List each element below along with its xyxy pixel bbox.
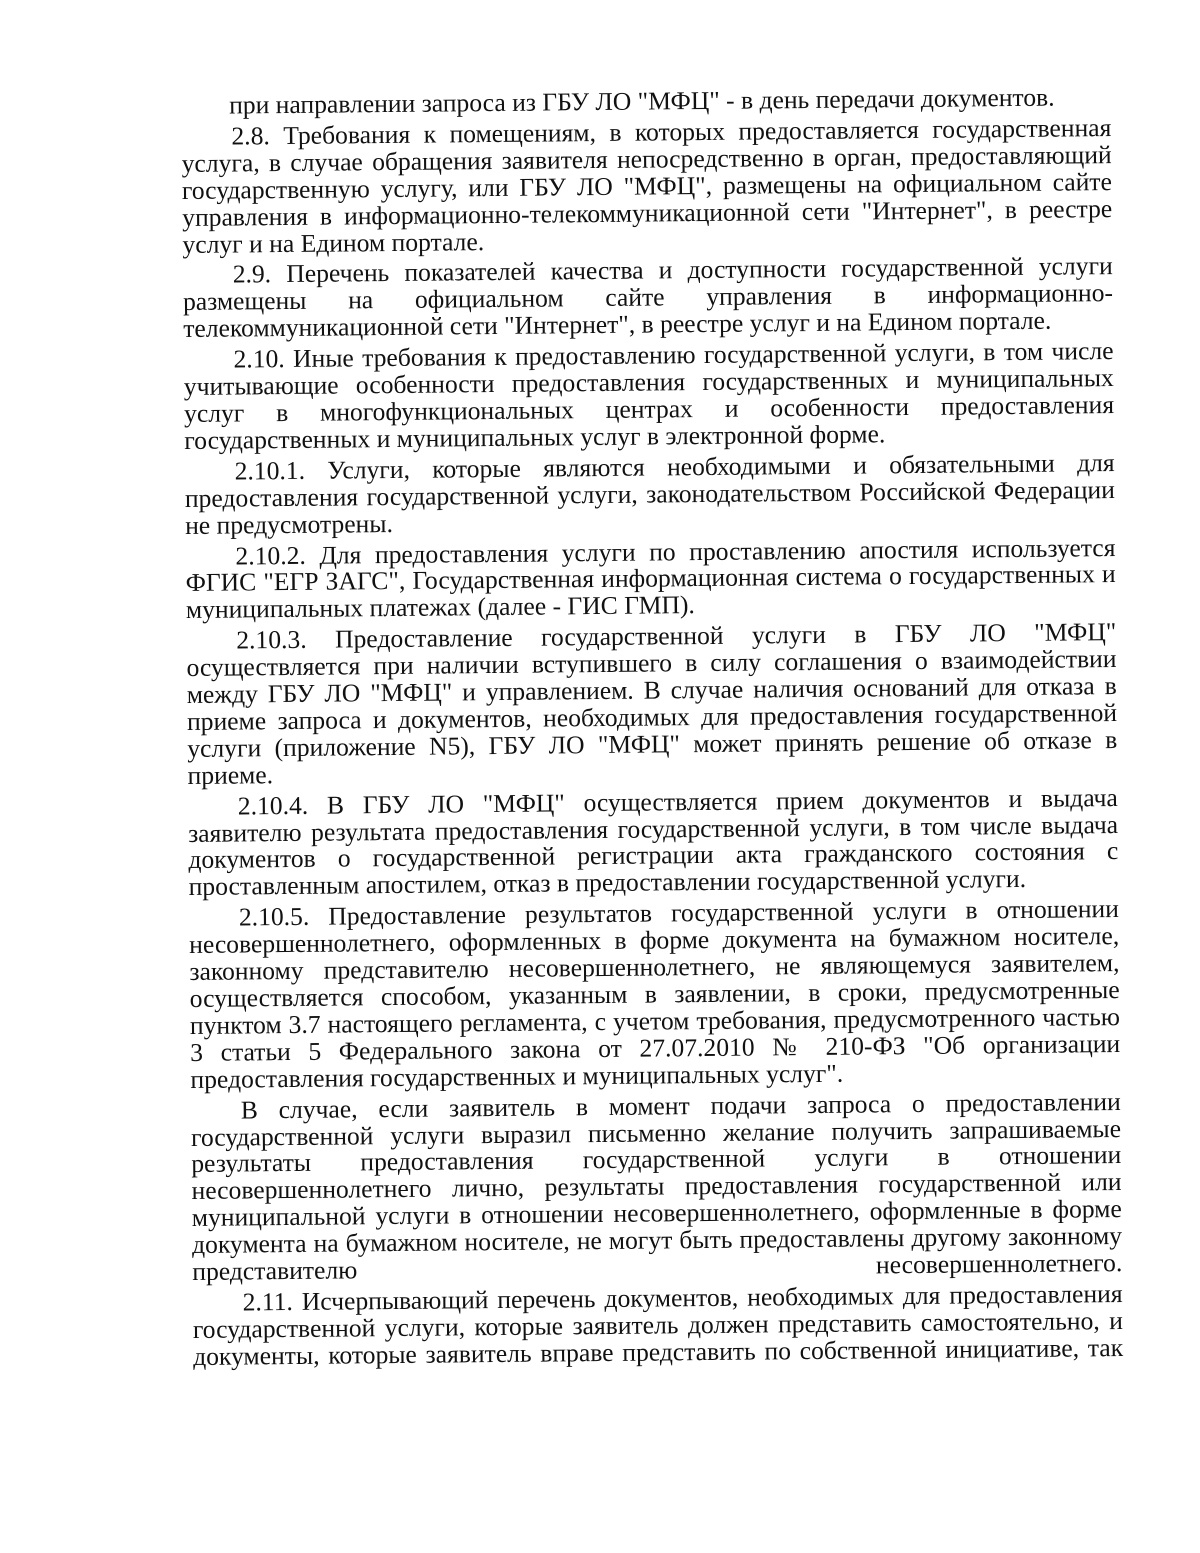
- paragraph-2-10-1: 2.10.1. Услуги, которые являются необходимыми и обязательными для предоставления государственной услуги, законодательством Российской Федерации не предусмотрены.: [184, 447, 1115, 540]
- paragraph-2-9: 2.9. Перечень показателей качества и доступности государственной услуги размещены на официальном сайте управления в информационно-телекоммуникационной сети "Интернет", в реестре услуг и на Едином портале.: [182, 251, 1114, 344]
- paragraph-2-8: 2.8. Требования к помещениям, в которых предоставляется государственная услуга, в случае обращения заявителя непосредственно в орган, предоставляющий государственную услугу, или ГБУ ЛО "МФЦ", размещены на официальном сайте управления в информационно-телекоммуникационной сети "Интернет", в реестре услуг и на Едином портале.: [181, 112, 1113, 259]
- paragraph-minor-case: В случае, если заявитель в момент подачи запроса о предоставлении государственной услуги выразил письменно желание получить запрашиваемые результаты предоставления государственной услуги в отношении несовершеннолетнего лично, результаты предоставления государственной или муниципальной услуги в отношении несовершеннолетнего, оформленные в форме документа на бумажном носителе, не могут быть предоставлены другому законному представителю несовершеннолетнего.: [190, 1086, 1123, 1287]
- paragraph-2-10-4: 2.10.4. В ГБУ ЛО "МФЦ" осуществляется прием документов и выдача заявителю результата предоставления государственной услуги, в том числе выдача документов о государственной регистрации акта гражданского состояния с проставленным апостилем, отказ в предоставлении государственной услуги.: [187, 782, 1119, 902]
- paragraph-2-10: 2.10. Иные требования к предоставлению государственной услуги, в том числе учитывающие особенности предоставления государственных и муниципальных услуг в многофункциональных центрах и особенности предоставления государственных и муниципальных услуг в электронной форме.: [183, 336, 1115, 455]
- paragraph-2-10-5: 2.10.5. Предоставление результатов государственной услуги в отношении несовершеннолетнего, оформленных в форме документа на бумажном носителе, законному представителю несовершеннолетнего, не являющемуся заявителем, осуществляется способом, указанным в заявлении, в сроки, предусмотренные пунктом 3.7 настоящего регламента, с учетом требования, предусмотренного частью 3 статьи 5 Федерального закона от 27.07.2010 № 210-ФЗ "Об организации предоставления государственных и муниципальных услуг".: [189, 894, 1121, 1094]
- document-body: [181, 84, 1123, 1375]
- paragraph-continuation: при направлении запроса из ГБУ ЛО "МФЦ" - в день передачи документов.: [228, 82, 1055, 120]
- paragraph-2-10-3: 2.10.3. Предоставление государственной услуги в ГБУ ЛО "МФЦ" осуществляется при наличии вступившего в силу соглашения о взаимодействии между ГБУ ЛО "МФЦ" и управлением. В случае наличия оснований для отказа в приеме запроса и документов, необходимых для предоставления государственной услуги (приложение N5), ГБУ ЛО "МФЦ" может принять решение об отказе в приеме.: [186, 617, 1118, 790]
- paragraph-2-11: 2.11. Исчерпывающий перечень документов, необходимых для предоставления государственной услуги, которые заявитель должен представить самостоятельно, и документы, которые заявитель вправе представить по собственной инициативе, так: [192, 1278, 1124, 1371]
- paragraph-2-10-2: 2.10.2. Для предоставления услуги по проставлению апостиля используется ФГИС "ЕГР ЗАГС", Государственная информационная система о государственных и муниципальных платежах (далее - ГИС ГМП).: [185, 532, 1116, 625]
